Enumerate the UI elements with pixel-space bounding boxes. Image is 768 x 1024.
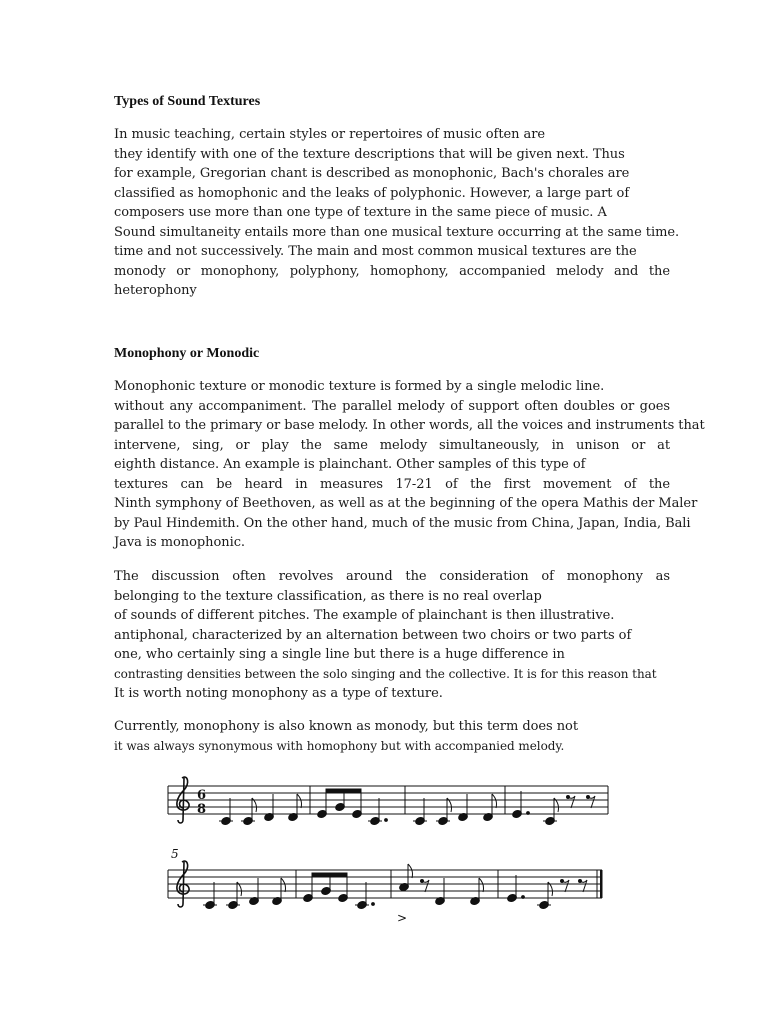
- paragraph-monophony-discussion: [114, 567, 670, 704]
- paragraph-monophony-definition: [114, 377, 705, 553]
- text-line: without any accompaniment. The parallel melody of support often doubles or goes: [114, 398, 670, 414]
- accent-mark: >: [397, 911, 408, 925]
- text-line: textures can be heard in measures 17-21 of the first movement of the: [114, 476, 670, 492]
- music-score-example: [0, 770, 768, 930]
- time-signature-top: 6: [197, 788, 207, 803]
- text-line: Monophonic texture or monodic texture is formed by a single melodic line.: [114, 379, 605, 394]
- measure-number: 5: [171, 847, 179, 861]
- text-line: Sound simultaneity entails more than one musical texture occurring at the same time.: [114, 224, 680, 240]
- text-line: classified as homophonic and the leaks of polyphonic. However, a large part of: [114, 185, 630, 201]
- text-line: In music teaching, certain styles or repertoires of music often are: [114, 127, 546, 142]
- paragraph-types-intro: [114, 125, 680, 301]
- text-line: Java is monophonic.: [114, 535, 246, 550]
- text-line: It is worth noting monophony as a type of texture.: [114, 686, 443, 701]
- text-line: heterophony: [114, 283, 197, 298]
- text-line: belonging to the texture classification, as there is no real overlap: [114, 588, 542, 604]
- text-line: eighth distance. An example is plainchant. Other samples of this type of: [114, 457, 586, 472]
- section-heading-types: Types of Sound Textures: [114, 94, 261, 109]
- text-line: composers use more than one type of texture in the same piece of music. A: [114, 205, 607, 220]
- staff-system-1: [168, 786, 608, 814]
- text-line: time and not successively. The main and most common musical textures are the: [114, 244, 637, 259]
- music-score-svg: [0, 770, 768, 930]
- text-line: antiphonal, characterized by an alternation between two choirs or two parts of: [114, 627, 632, 643]
- text-line: intervene, sing, or play the same melody simultaneously, in unison or at: [114, 437, 670, 453]
- text-line: for example, Gregorian chant is described as monophonic, Bach's chorales are: [114, 166, 630, 181]
- text-line: The discussion often revolves around the consideration of monophony as: [114, 569, 670, 584]
- text-line: one, who certainly sing a single line but there is a huge difference in: [114, 647, 565, 662]
- text-line: parallel to the primary or base melody. In other words, all the voices and instruments that: [114, 418, 705, 433]
- notes-system-2: [203, 864, 587, 910]
- text-line: it was always synonymous with homophony but with accompanied melody.: [114, 738, 565, 753]
- paragraph-monody-note: [114, 717, 670, 756]
- text-line: of sounds of different pitches. The example of plainchant is then illustrative.: [114, 608, 615, 623]
- staff-system-2: [168, 870, 603, 898]
- text-line: monody or monophony, polyphony, homophony, accompanied melody and the: [114, 263, 670, 279]
- text-line: by Paul Hindemith. On the other hand, much of the music from China, Japan, India, Bali: [114, 515, 691, 531]
- text-line: Ninth symphony of Beethoven, as well as at the beginning of the opera Mathis der Maler: [114, 496, 698, 511]
- text-line: Currently, monophony is also known as monody, but this term does not: [114, 719, 578, 734]
- text-line: they identify with one of the texture descriptions that will be given next. Thus: [114, 146, 625, 162]
- text-line: contrasting densities between the solo singing and the collective. It is for this reason that: [114, 666, 657, 681]
- time-signature-bottom: 8: [197, 802, 207, 817]
- section-heading-monophony: Monophony or Monodic: [114, 346, 260, 361]
